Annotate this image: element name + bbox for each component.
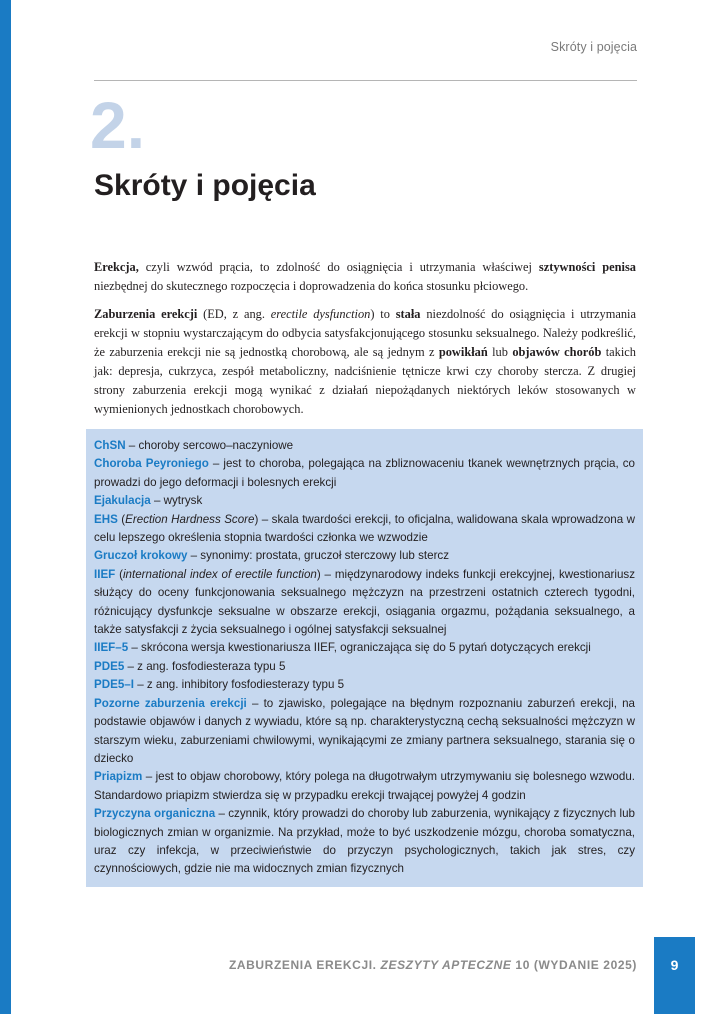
glossary-definition: – z ang. fosfodiesteraza typu 5: [124, 659, 286, 673]
term-erekcja: Erekcja,: [94, 260, 139, 274]
glossary-definition: ) – skala twardości erekcji, to oficjalna, walidowana skala wprowadzona w celu lepszego określenia stopnia twardości członka we wzwodzie: [94, 512, 635, 545]
glossary-term: PDE5: [94, 659, 125, 673]
glossary-term: IIEF: [94, 567, 116, 581]
glossary-entry-ejakulacja: [94, 492, 635, 510]
paragraph-text: niezdolność do osiągnięcia i utrzymania erekcji w stopniu wystarczającym do odbycia satysfakcjonującego stosunku seksualnego. Należy podkreślić, że zaburzenia erekcji nie są jednostką chorobową, ale są jednym z: [94, 307, 636, 359]
chapter-number: 2.: [90, 88, 146, 162]
glossary-definition: – jest to choroba, polegająca na zbliznowaceniu tkanek wewnętrznych prącia, co prowadzi do jego deformacji i bolesnych erekcji: [94, 457, 635, 489]
footer-series: ZESZYTY APTECZNE: [380, 958, 512, 972]
page-number: 9: [670, 957, 679, 973]
glossary-term: IIEF–5: [94, 641, 129, 655]
glossary-term: Przyczyna organiczna: [94, 807, 216, 821]
glossary-entry-iief5: [94, 639, 635, 657]
paragraph-text: czyli wzwód prącia, to zdolność do osiągnięcia i utrzymania właściwej: [138, 260, 539, 274]
glossary-expansion: Erection Hardness Score: [125, 512, 255, 526]
paragraph-text: ) to: [370, 307, 396, 321]
paragraph-erekcja: [94, 258, 636, 296]
emphasis-text: sztywności penisa: [538, 260, 637, 274]
glossary-term: EHS: [94, 512, 118, 526]
glossary-entry-ehs: [94, 511, 635, 548]
running-header: Skróty i pojęcia: [550, 40, 637, 54]
glossary-definition: – jest to objaw chorobowy, który polega na długotrwałym utrzymywaniu się bolesnego wzwodu. Standardowo priapizm stwierdza się w przypadku erekcji trwającej powyżej 4 godzin: [94, 770, 635, 802]
glossary-term: Pozorne zaburzenia erekcji: [94, 696, 247, 710]
glossary-term: PDE5–I: [94, 678, 134, 692]
emphasis-text: stała: [395, 307, 421, 321]
glossary-definition: – skrócona wersja kwestionariusza IIEF, ograniczająca się do 5 pytań dotyczących erekcji: [128, 641, 591, 655]
glossary-entry-priapizm: [94, 768, 635, 805]
glossary-expansion: international index of erectile function: [122, 567, 317, 581]
emphasis-text: objawów chorób: [512, 345, 602, 359]
glossary-entry-przyczyna: [94, 805, 635, 879]
glossary-term: Choroba Peyroniego: [94, 457, 209, 471]
paragraph-text: niezbędnej do skutecznego rozpoczęcia i doprowadzenia do końca stosunku płciowego.: [94, 279, 529, 293]
glossary-paren: (: [117, 512, 126, 526]
glossary-entry-pde5i: [94, 676, 635, 694]
footer-title: ZABURZENIA EREKCJI.: [228, 958, 381, 972]
paragraph-text: (ED, z ang.: [197, 307, 271, 321]
glossary-box: [86, 429, 643, 887]
paragraph-zaburzenia: [94, 305, 636, 419]
glossary-entry-iief: [94, 566, 635, 640]
left-accent-bar: [0, 0, 11, 1014]
glossary-entry-peyronie: [94, 455, 635, 492]
glossary-entry-pde5: [94, 658, 635, 676]
footer-edition: 10 (WYDANIE 2025): [511, 958, 637, 972]
footer-publication: [229, 958, 637, 972]
glossary-term: Ejakulacja: [94, 494, 151, 508]
italic-text: erectile dysfunction: [270, 307, 371, 321]
paragraph-text: takich jak: depresja, cukrzyca, zespół metaboliczny, nadciśnienie tętnicze krwi czy choroby stercza. Z drugiej strony zaburzenia erekcji mogą wynikać z działań niepożądanych niektórych leków stosowanych w wymienionych jednostkach chorobowych.: [94, 345, 636, 416]
glossary-entry-pozorne: [94, 695, 635, 769]
glossary-definition: – wytrysk: [150, 494, 203, 508]
paragraph-text: lub: [487, 345, 513, 359]
glossary-definition: – czynnik, który prowadzi do choroby lub zaburzenia, wynikający z fizycznych lub biologicznych zmian w organizmie. Na przykład, może to być uszkodzenie mózgu, choroba somatyczna, uraz czy infekcja, w przeciwieństwie do przyczyn psychologicznych, takich jak stres, czy czynnościowych, gdzie nie ma widocznych zmian fizycznych: [94, 807, 635, 876]
glossary-definition: ) – międzynarodowy indeks funkcji erekcyjnej, kwestionariusz służący do oceny funkcjonowania seksualnego mężczyzn na przestrzeni ostatnich czterech tygodni, różnicujący dysfunkcje seksualne w obszarze erekcji, osiągania orgazmu, pożądania seksualnego, a także satysfakcji z życia seksualnego i ogólnej satysfakcji seksualnej: [94, 567, 636, 637]
header-divider: [94, 80, 637, 81]
page-number-tab: [654, 937, 695, 1014]
term-zaburzenia-erekcji: Zaburzenia erekcji: [94, 307, 198, 321]
glossary-term: ChSN: [94, 439, 126, 452]
glossary-definition: – to zjawisko, polegające na błędnym rozpoznaniu zaburzeń erekcji, na podstawie objawów i danych z wywiadu, które są np. charakterystyczną cechą seksualności mężczyzn w starszym wieku, zaburzeniami chwilowymi, wynikającymi ze zmiany partnera seksualnego, starania się o dziecko: [94, 696, 636, 765]
emphasis-text: powikłań: [438, 345, 488, 359]
glossary-entry-gruczol: [94, 547, 635, 565]
glossary-definition: – synonimy: prostata, gruczoł sterczowy lub stercz: [187, 549, 450, 563]
glossary-definition: – choroby sercowo–naczyniowe: [125, 439, 294, 452]
chapter-title: Skróty i pojęcia: [94, 169, 316, 202]
glossary-entry-chsn: [94, 437, 635, 455]
glossary-term: Gruczoł krokowy: [94, 549, 188, 563]
glossary-definition: – z ang. inhibitory fosfodiesterazy typu 5: [133, 678, 345, 692]
glossary-term: Priapizm: [94, 770, 143, 784]
glossary-paren: (: [115, 567, 123, 581]
